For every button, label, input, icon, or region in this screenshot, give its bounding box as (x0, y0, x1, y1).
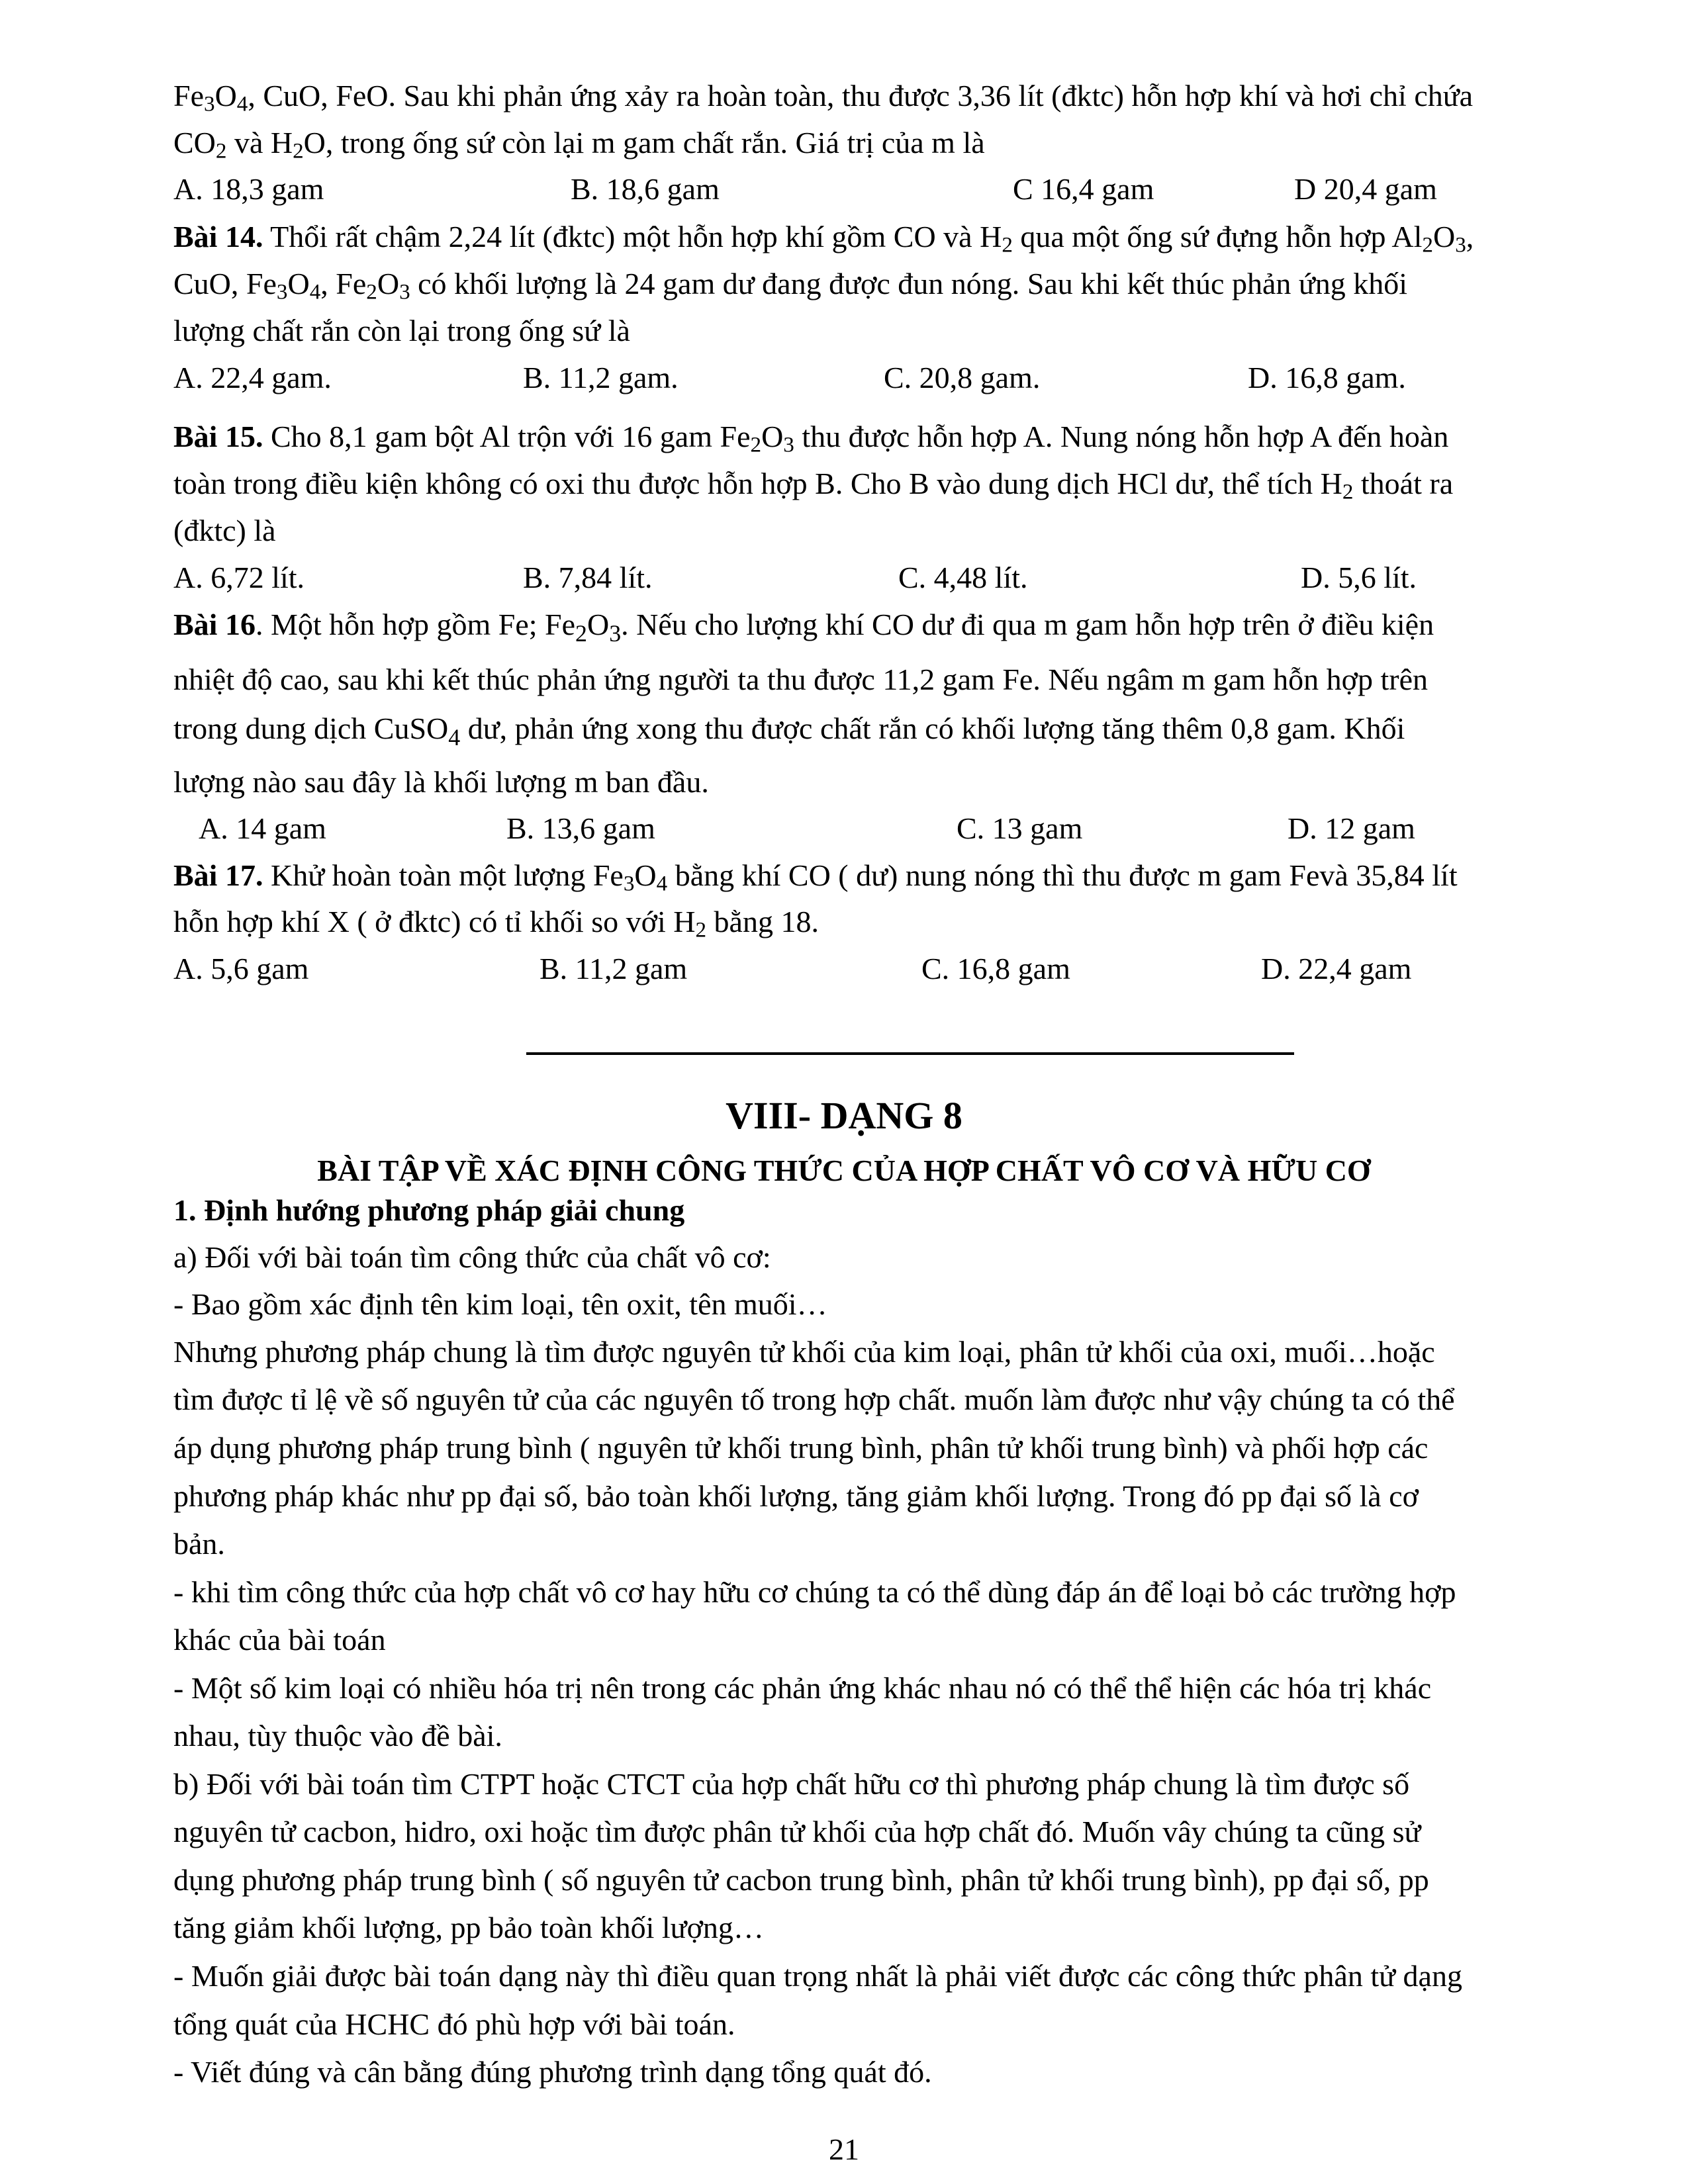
body-line-2: - Bao gồm xác định tên kim loại, tên oxit, tên muối… (173, 1287, 827, 1321)
bai13-line-1: $Fe_3O_4$, CuO, FeO. Sau khi phản ứng xảy ra hoàn toàn, thu được 3,36 lít (đktc) hỗn hợp khí và hơi chỉ chứa (173, 79, 1474, 116)
bai16-option-c: C. 13 gam (957, 811, 1083, 845)
body-line-7: bản. (173, 1527, 225, 1561)
bai14-line-1: Bài 14. Thổi rất chậm 2,24 lít (đktc) một hỗn hợp khí gồm CO và $H_2$ qua một ống sứ đựng hỗn hợp $Al_2O_3$, (173, 220, 1474, 257)
body-line-6: phương pháp khác như pp đại số, bảo toàn khối lượng, tăng giảm khối lượng. Trong đó pp đại số là cơ (173, 1479, 1419, 1513)
bai17-line-2: hỗn hợp khí X ( ở đktc) có tỉ khối so với $H_2$ bằng 18. (173, 905, 819, 942)
body-line-10: - Một số kim loại có nhiều hóa trị nên trong các phản ứng khác nhau nó có thể thể hiện các hóa trị khác (173, 1671, 1432, 1705)
body-line-11: nhau, tùy thuộc vào đề bài. (173, 1719, 502, 1752)
bai16-line-2: nhiệt độ cao, sau khi kết thúc phản ứng người ta thu được 11,2 gam Fe. Nếu ngâm m gam hỗn hợp trên (173, 662, 1428, 696)
bai13-option-d: D 20,4 gam (1294, 172, 1437, 206)
body-line-18: - Viết đúng và cân bằng đúng phương trình dạng tổng quát đó. (173, 2055, 932, 2089)
body-line-8: - khi tìm công thức của hợp chất vô cơ hay hữu cơ chúng ta có thể dùng đáp án để loại bỏ các trường hợp (173, 1575, 1456, 1609)
bai16-line-3: trong dung dịch CuSO$_4$ dư, phản ứng xong thu được chất rắn có khối lượng tăng thêm 0,8 gam. Khối (173, 711, 1405, 751)
bai14-option-a: A. 22,4 gam. (173, 361, 332, 394)
method-heading: 1. Định hướng phương pháp giải chung (173, 1193, 685, 1227)
bai15-line-2: toàn trong điều kiện không có oxi thu được hỗn hợp B. Cho B vào dung dịch HCl dư, thể tích $H_2$ thoát ra (173, 467, 1454, 504)
bai16-label: Bài 16 (173, 608, 256, 641)
bai17-option-d: D. 22,4 gam (1261, 952, 1412, 985)
bai16-option-d: D. 12 gam (1288, 811, 1415, 845)
page-number: 21 (829, 2132, 859, 2166)
body-line-12: b) Đối với bài toán tìm CTPT hoặc CTCT của hợp chất hữu cơ thì phương pháp chung là tìm được số (173, 1767, 1410, 1801)
body-line-15: tăng giảm khối lượng, pp bảo toàn khối lượng… (173, 1911, 764, 1944)
section-title: VIII- DẠNG 8 (726, 1094, 962, 1137)
bai15-option-b: B. 7,84 lít. (523, 561, 653, 594)
bai16-line-4: lượng nào sau đây là khối lượng m ban đầu. (173, 765, 709, 799)
bai17-label: Bài 17. (173, 858, 263, 892)
bai15-line-3: (đktc) là (173, 514, 276, 547)
bai13-line-2: $CO_2$ và $H_2O$, trong ống sứ còn lại m gam chất rắn. Giá trị của m là (173, 126, 985, 163)
bai17-option-a: A. 5,6 gam (173, 952, 309, 985)
body-line-13: nguyên tử cacbon, hidro, oxi hoặc tìm được phân tử khối của hợp chất đó. Muốn vây chúng ta cũng sử (173, 1815, 1421, 1848)
section-divider (526, 1052, 1294, 1055)
bai17-option-c: C. 16,8 gam (921, 952, 1070, 985)
bai15-label: Bài 15. (173, 420, 263, 453)
bai14-line-3: lượng chất rắn còn lại trong ống sứ là (173, 314, 630, 347)
bai14-option-c: C. 20,8 gam. (884, 361, 1041, 394)
bai15-line-1: Bài 15. Cho 8,1 gam bột Al trộn với 16 gam $Fe_2O_3$ thu được hỗn hợp A. Nung nóng hỗn hợp A đến hoàn (173, 420, 1449, 457)
bai14-option-b: B. 11,2 gam. (523, 361, 679, 394)
bai16-option-b: B. 13,6 gam (506, 811, 655, 845)
body-line-16: - Muốn giải được bài toán dạng này thì điều quan trọng nhất là phải viết được các công thức phân tử dạng (173, 1959, 1462, 1993)
bai16-line-1: Bài 16. Một hỗn hợp gồm Fe; $Fe_2O_3$. Nếu cho lượng khí CO dư đi qua m gam hỗn hợp trên ở điều kiện (173, 608, 1434, 647)
bai14-option-d: D. 16,8 gam. (1248, 361, 1406, 394)
bai13-option-b: B. 18,6 gam (571, 172, 720, 206)
body-line-17: tổng quát của HCHC đó phù hợp với bài toán. (173, 2007, 735, 2041)
bai17-line-1: Bài 17. Khử hoàn toàn một lượng $Fe_3O_4$ bằng khí CO ( dư) nung nóng thì thu được m gam Fevà 35,84 lít (173, 858, 1458, 896)
bai14-label: Bài 14. (173, 220, 263, 253)
bai16-option-a: A. 14 gam (199, 811, 326, 845)
bai17-option-b: B. 11,2 gam (539, 952, 688, 985)
section-subtitle: BÀI TẬP VỀ XÁC ĐỊNH CÔNG THỨC CỦA HỢP CHẤT VÔ CƠ VÀ HỮU CƠ (317, 1154, 1371, 1187)
bai13-option-c: C 16,4 gam (1013, 172, 1154, 206)
bai15-option-c: C. 4,48 lít. (898, 561, 1028, 594)
bai14-line-2: CuO, $Fe_3O_4$, $Fe_2O_3$ có khối lượng là 24 gam dư đang được đun nóng. Sau khi kết thúc phản ứng khối (173, 267, 1408, 304)
body-line-9: khác của bài toán (173, 1623, 386, 1657)
bai15-option-d: D. 5,6 lít. (1301, 561, 1417, 594)
bai15-option-a: A. 6,72 lít. (173, 561, 305, 594)
body-line-4: tìm được tỉ lệ về số nguyên tử của các nguyên tố trong hợp chất. muốn làm được như vậy chúng ta có thể (173, 1383, 1455, 1416)
body-line-5: áp dụng phương pháp trung bình ( nguyên tử khối trung bình, phân tử khối trung bình) và phối hợp các (173, 1431, 1429, 1465)
bai13-option-a: A. 18,3 gam (173, 172, 324, 206)
body-line-3: Nhưng phương pháp chung là tìm được nguyên tử khối của kim loại, phân tử khối của oxi, muối…hoặc (173, 1335, 1435, 1369)
body-line-1: a) Đối với bài toán tìm công thức của chất vô cơ: (173, 1240, 771, 1274)
body-line-14: dụng phương pháp trung bình ( số nguyên tử cacbon trung bình, phân tử khối trung bình), pp đại số, pp (173, 1863, 1429, 1897)
